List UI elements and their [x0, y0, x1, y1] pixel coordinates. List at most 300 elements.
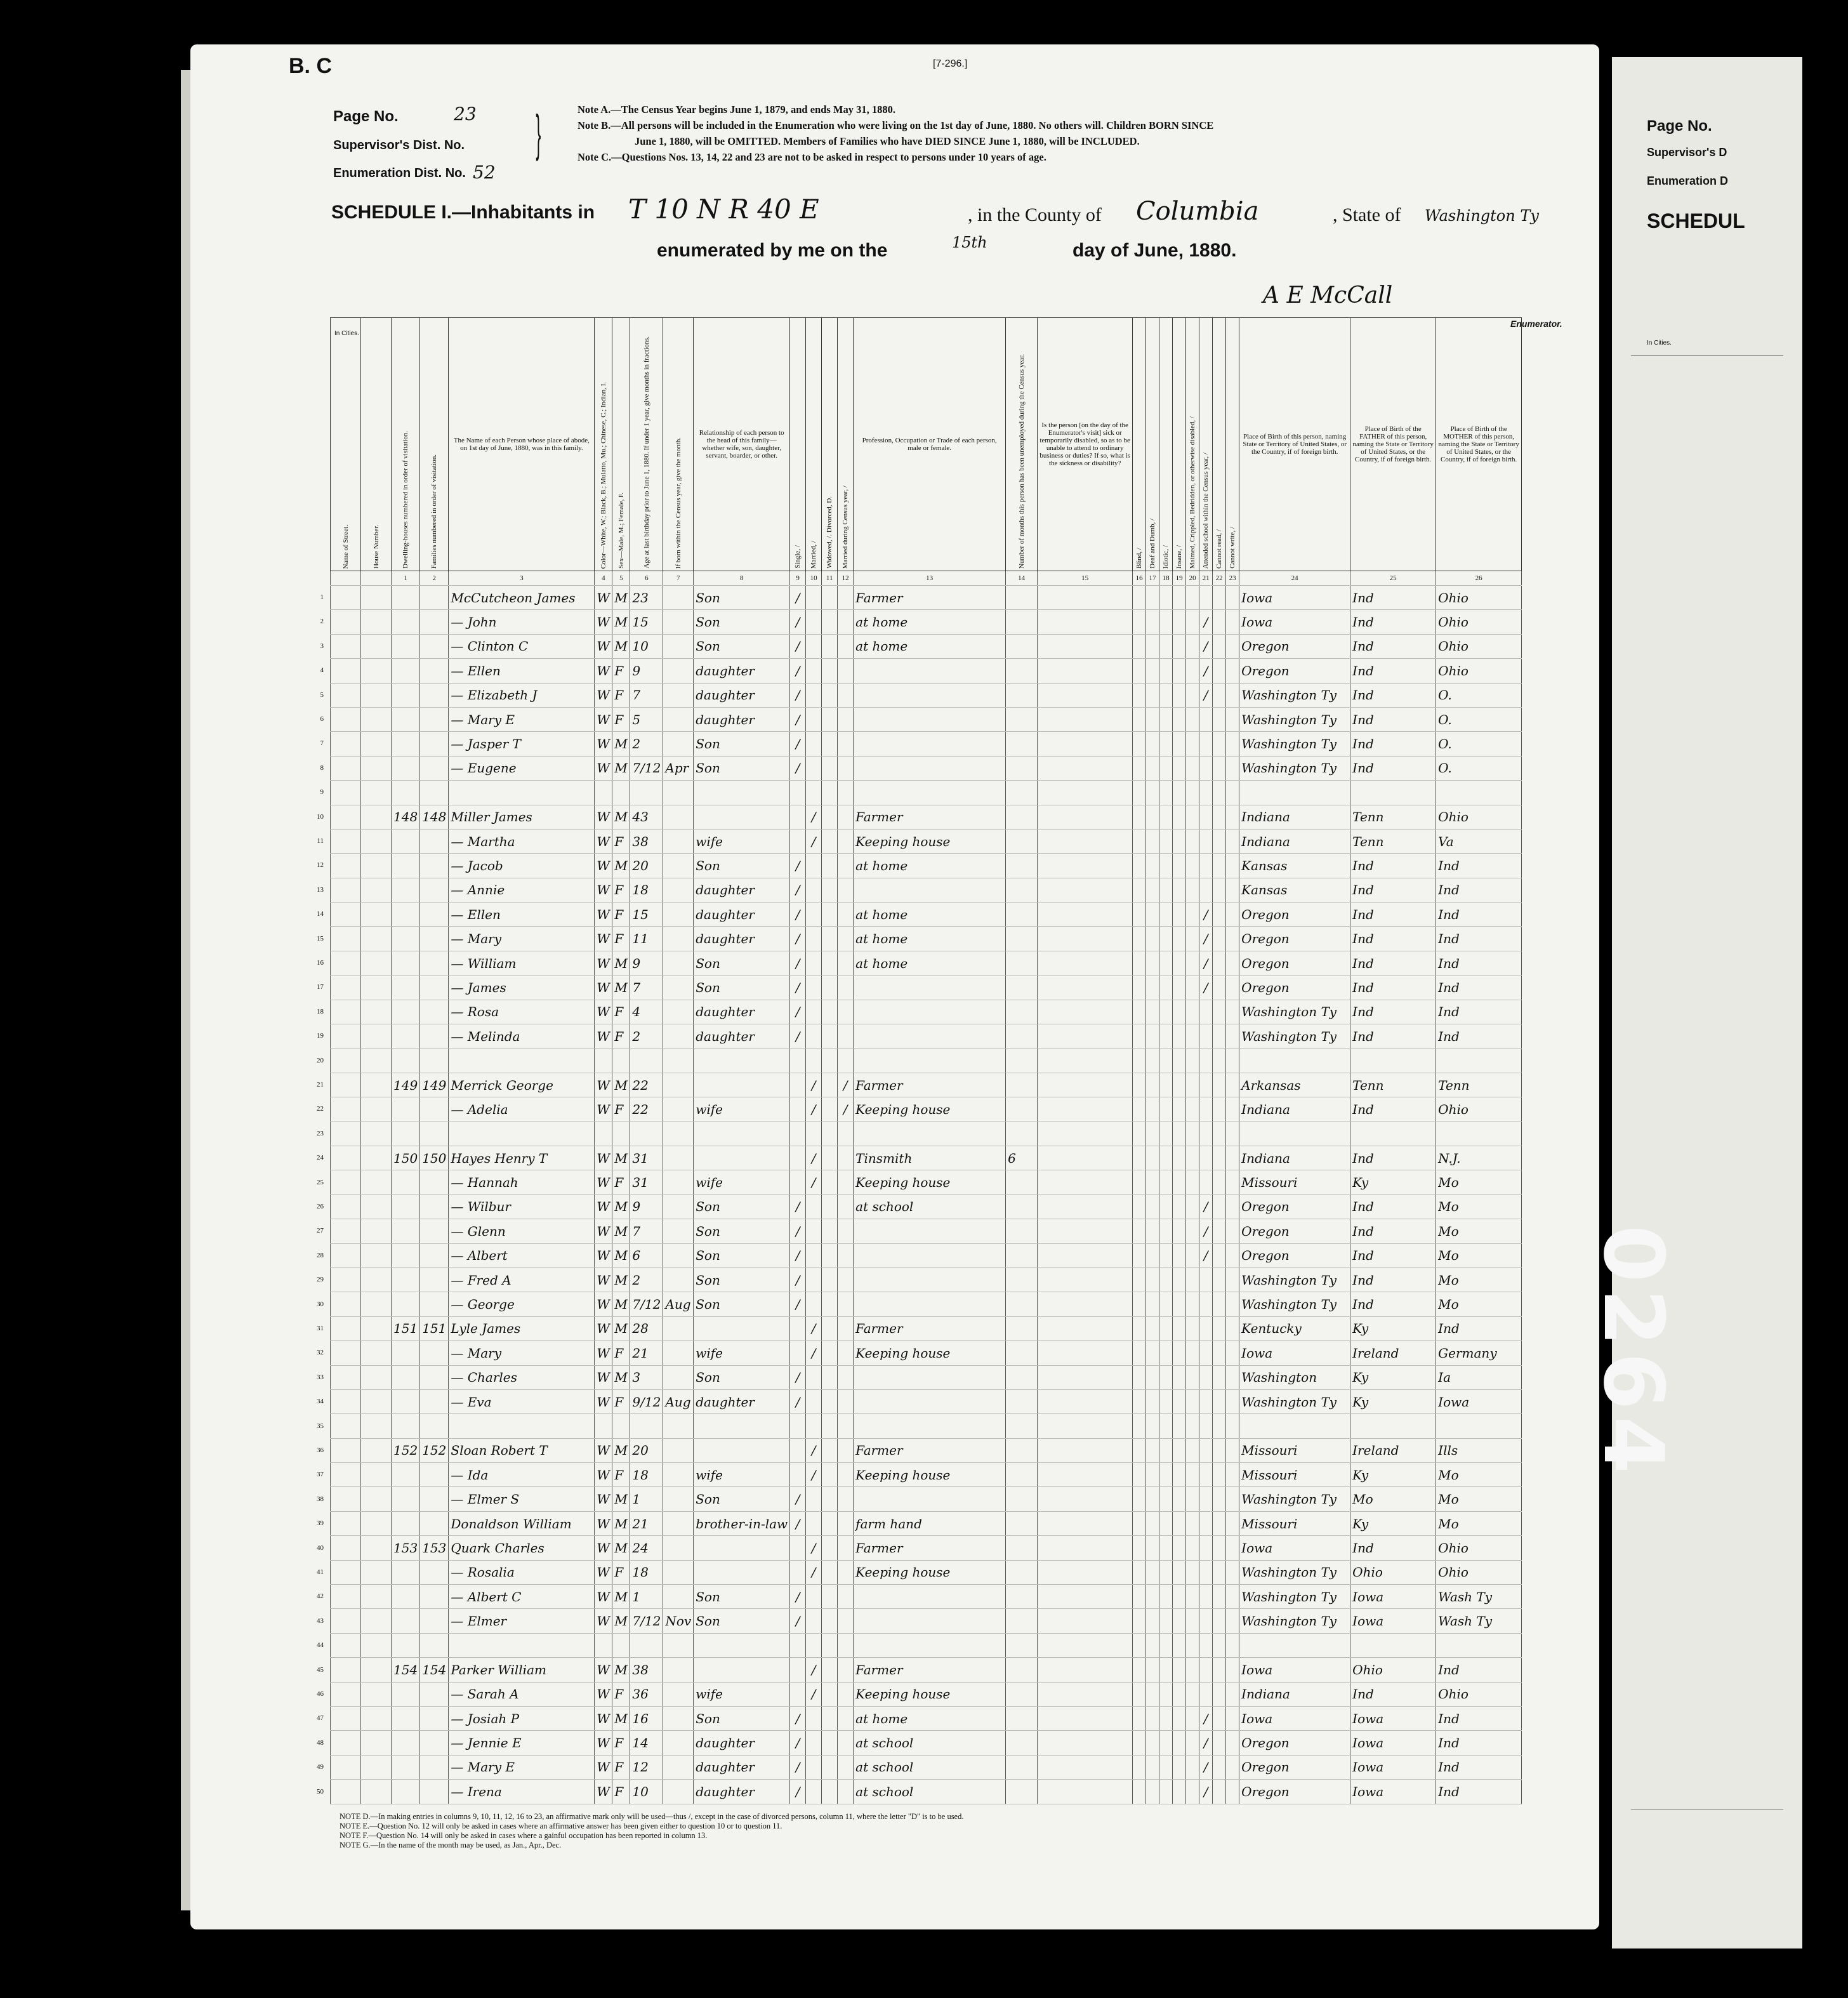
- cell-mother-birthplace: O.: [1436, 707, 1522, 731]
- cell-father-birthplace: Ind: [1350, 683, 1436, 707]
- cell-married: [806, 1487, 822, 1511]
- cell-blind: [1133, 707, 1146, 731]
- cell-sickness: [1038, 586, 1133, 610]
- cell-unemployed: [1006, 1731, 1038, 1755]
- cell-name: — Jacob: [449, 854, 595, 878]
- cell-family: [420, 634, 449, 658]
- cell-occupation: [854, 756, 1006, 780]
- cell-family: [420, 1633, 449, 1657]
- cell-cannot-read: [1213, 1658, 1226, 1682]
- cell-family: [420, 1194, 449, 1219]
- cell-sex: M: [612, 1706, 630, 1730]
- cell-sickness: [1038, 1414, 1133, 1438]
- cell-cannot-write: [1226, 1414, 1239, 1438]
- cell-mother-birthplace: Ohio: [1436, 1682, 1522, 1706]
- col-color: Color—White, W.; Black, B.; Mulatto, Mu.; Chinese, C.; Indian, I.: [595, 318, 612, 571]
- cell-relationship: [694, 781, 790, 805]
- cell-family: [420, 1000, 449, 1024]
- cell-sex: M: [612, 1585, 630, 1609]
- cell-birth-month: [663, 1365, 694, 1389]
- state-label: , State of: [1333, 204, 1401, 225]
- cell-cannot-read: [1213, 1073, 1226, 1097]
- cell-sex: F: [612, 1097, 630, 1121]
- cell-married: /: [806, 1560, 822, 1584]
- cell-cannot-write: [1226, 634, 1239, 658]
- cell-cannot-read: [1213, 707, 1226, 731]
- cell-idiotic: [1159, 903, 1173, 927]
- cell-house: [361, 1487, 392, 1511]
- cell-family: [420, 1706, 449, 1730]
- cell-unemployed: [1006, 805, 1038, 829]
- cell-sickness: [1038, 1219, 1133, 1243]
- line-number: 19: [317, 1032, 324, 1040]
- cell-occupation: [854, 1487, 1006, 1511]
- cell-sickness: [1038, 659, 1133, 683]
- cell-married: [806, 951, 822, 975]
- cell-family: [420, 1024, 449, 1049]
- cell-house: [361, 1219, 392, 1243]
- cell-married-year: [838, 1780, 854, 1804]
- cell-widowed: [822, 610, 838, 634]
- cell-relationship: Son: [694, 756, 790, 780]
- cell-family: [420, 1121, 449, 1146]
- cell-cannot-write: [1226, 1292, 1239, 1316]
- column-number-row: 1 2 3 4 5 6 7 8 9 10 11 12 13 14 15 16 17 18 19 20 21 22 23 24 25 26: [331, 571, 1522, 586]
- cell-color: W: [595, 1463, 612, 1487]
- table-row: [331, 1511, 1522, 1535]
- cell-married: [806, 1243, 822, 1267]
- cell-color: [595, 1414, 612, 1438]
- cell-family: 153: [420, 1536, 449, 1560]
- cell-maimed: [1186, 1146, 1199, 1170]
- cell-deaf: [1146, 829, 1159, 853]
- cell-color: W: [595, 1731, 612, 1755]
- cell-widowed: [822, 1658, 838, 1682]
- cell-married: [806, 854, 822, 878]
- cell-relationship: [694, 1658, 790, 1682]
- table-row: [331, 659, 1522, 683]
- table-row: [331, 610, 1522, 634]
- cell-school: [1199, 1414, 1213, 1438]
- cell-single: /: [790, 1000, 806, 1024]
- cell-school: /: [1199, 976, 1213, 1000]
- cell-father-birthplace: Tenn: [1350, 805, 1436, 829]
- cell-color: W: [595, 1316, 612, 1340]
- cell-married: /: [806, 1658, 822, 1682]
- right-supervisor-label: Supervisor's D: [1647, 146, 1727, 159]
- cell-sickness: [1038, 732, 1133, 756]
- cell-relationship: [694, 1049, 790, 1073]
- cell-father-birthplace: Ohio: [1350, 1560, 1436, 1584]
- cell-insane: [1173, 951, 1186, 975]
- cell-name: — Ellen: [449, 659, 595, 683]
- line-number: 30: [317, 1300, 324, 1308]
- cell-color: W: [595, 586, 612, 610]
- cell-deaf: [1146, 707, 1159, 731]
- cell-age: 2: [630, 732, 663, 756]
- header-notes: [578, 102, 1213, 165]
- cell-married-year: [838, 707, 854, 731]
- cell-occupation: [854, 1024, 1006, 1049]
- table-row: [331, 1609, 1522, 1633]
- cell-married: /: [806, 1536, 822, 1560]
- cell-dwelling: [392, 1341, 420, 1365]
- cell-blind: [1133, 1658, 1146, 1682]
- cell-color: W: [595, 1389, 612, 1413]
- cell-sex: M: [612, 1487, 630, 1511]
- cell-maimed: [1186, 1389, 1199, 1413]
- cell-school: [1199, 1024, 1213, 1049]
- cell-street: [331, 854, 361, 878]
- cell-married-year: [838, 1000, 854, 1024]
- cell-birthplace: [1239, 1633, 1350, 1657]
- cell-married: [806, 1292, 822, 1316]
- cell-street: [331, 1511, 361, 1535]
- cell-house: [361, 903, 392, 927]
- cell-married: /: [806, 829, 822, 853]
- cell-unemployed: [1006, 878, 1038, 902]
- cell-occupation: [854, 707, 1006, 731]
- cell-single: [790, 1170, 806, 1194]
- cell-age: [630, 1414, 663, 1438]
- cell-school: /: [1199, 610, 1213, 634]
- line-number: 33: [317, 1373, 324, 1381]
- cell-blind: [1133, 927, 1146, 951]
- cell-age: 16: [630, 1706, 663, 1730]
- cell-deaf: [1146, 1049, 1159, 1073]
- cell-insane: [1173, 1267, 1186, 1292]
- cell-street: [331, 1414, 361, 1438]
- cell-birthplace: Arkansas: [1239, 1073, 1350, 1097]
- cell-cannot-read: [1213, 1219, 1226, 1243]
- cell-married: [806, 610, 822, 634]
- cell-widowed: [822, 1487, 838, 1511]
- table-row: [331, 732, 1522, 756]
- cell-married: [806, 1389, 822, 1413]
- table-row: [331, 781, 1522, 805]
- cell-deaf: [1146, 586, 1159, 610]
- cell-relationship: Son: [694, 1243, 790, 1267]
- col-cannot-write: Cannot write, /: [1226, 318, 1239, 571]
- cell-sex: F: [612, 1463, 630, 1487]
- cell-age: 7/12: [630, 1609, 663, 1633]
- cell-birthplace: [1239, 781, 1350, 805]
- cell-maimed: [1186, 1365, 1199, 1389]
- cell-school: [1199, 1536, 1213, 1560]
- cell-sickness: [1038, 976, 1133, 1000]
- cell-idiotic: [1159, 1049, 1173, 1073]
- cell-sex: M: [612, 756, 630, 780]
- cell-birth-month: [663, 1585, 694, 1609]
- cell-school: [1199, 1073, 1213, 1097]
- cell-married: [806, 683, 822, 707]
- cell-single: [790, 1073, 806, 1097]
- cell-widowed: [822, 976, 838, 1000]
- cell-widowed: [822, 1267, 838, 1292]
- cell-house: [361, 1633, 392, 1657]
- cell-maimed: [1186, 1024, 1199, 1049]
- cell-widowed: [822, 1024, 838, 1049]
- cell-street: [331, 659, 361, 683]
- cell-maimed: [1186, 1706, 1199, 1730]
- cell-blind: [1133, 1146, 1146, 1170]
- cell-occupation: [854, 976, 1006, 1000]
- cell-sickness: [1038, 1389, 1133, 1413]
- cell-widowed: [822, 1633, 838, 1657]
- cell-occupation: at school: [854, 1780, 1006, 1804]
- cell-maimed: [1186, 610, 1199, 634]
- cell-insane: [1173, 1097, 1186, 1121]
- cell-occupation: [854, 1219, 1006, 1243]
- cell-cannot-write: [1226, 1073, 1239, 1097]
- cell-married-year: [838, 1706, 854, 1730]
- schedule-label: SCHEDULE I.—Inhabitants in: [331, 202, 595, 223]
- cell-house: [361, 781, 392, 805]
- cell-insane: [1173, 1536, 1186, 1560]
- line-number: 21: [317, 1081, 324, 1088]
- cell-family: [420, 1731, 449, 1755]
- cell-cannot-read: [1213, 1633, 1226, 1657]
- cell-sex: [612, 781, 630, 805]
- cell-relationship: daughter: [694, 1755, 790, 1779]
- cell-age: 9: [630, 1194, 663, 1219]
- cell-idiotic: [1159, 1219, 1173, 1243]
- cell-sickness: [1038, 1682, 1133, 1706]
- cell-father-birthplace: Iowa: [1350, 1706, 1436, 1730]
- cell-idiotic: [1159, 1658, 1173, 1682]
- cell-street: [331, 1706, 361, 1730]
- cell-dwelling: [392, 1682, 420, 1706]
- cell-dwelling: [392, 1243, 420, 1267]
- cell-idiotic: [1159, 659, 1173, 683]
- cell-dwelling: [392, 1292, 420, 1316]
- col-married: Married, /: [806, 318, 822, 571]
- cell-married-year: [838, 1487, 854, 1511]
- cell-occupation: at home: [854, 927, 1006, 951]
- cell-name: [449, 1633, 595, 1657]
- col-street: Name of Street.: [331, 318, 361, 571]
- line-number: 41: [317, 1568, 324, 1576]
- cell-sex: M: [612, 1511, 630, 1535]
- cell-birthplace: [1239, 1414, 1350, 1438]
- table-row: [331, 1463, 1522, 1487]
- cell-idiotic: [1159, 586, 1173, 610]
- cell-dwelling: [392, 854, 420, 878]
- cell-dwelling: [392, 1780, 420, 1804]
- cell-blind: [1133, 634, 1146, 658]
- cell-married-year: [838, 586, 854, 610]
- cell-married-year: [838, 1438, 854, 1462]
- cell-mother-birthplace: O.: [1436, 683, 1522, 707]
- cell-mother-birthplace: Ind: [1436, 1000, 1522, 1024]
- cell-occupation: [854, 1414, 1006, 1438]
- cell-idiotic: [1159, 1633, 1173, 1657]
- cell-age: [630, 1633, 663, 1657]
- cell-sickness: [1038, 781, 1133, 805]
- cell-father-birthplace: Iowa: [1350, 1585, 1436, 1609]
- cell-sickness: [1038, 1146, 1133, 1170]
- table-row: [331, 1731, 1522, 1755]
- cell-idiotic: [1159, 878, 1173, 902]
- table-row: [331, 1146, 1522, 1170]
- cell-widowed: [822, 1731, 838, 1755]
- cell-mother-birthplace: Ind: [1436, 878, 1522, 902]
- cell-idiotic: [1159, 1097, 1173, 1121]
- cell-sex: F: [612, 659, 630, 683]
- cell-married: [806, 1609, 822, 1633]
- cell-sex: M: [612, 1243, 630, 1267]
- cell-married: [806, 1219, 822, 1243]
- cell-sex: F: [612, 1780, 630, 1804]
- cell-cannot-read: [1213, 610, 1226, 634]
- cell-street: [331, 1049, 361, 1073]
- cell-father-birthplace: Ind: [1350, 732, 1436, 756]
- cell-sickness: [1038, 634, 1133, 658]
- cell-house: [361, 1389, 392, 1413]
- cell-street: [331, 634, 361, 658]
- cell-deaf: [1146, 1633, 1159, 1657]
- cell-family: [420, 1267, 449, 1292]
- cell-family: [420, 951, 449, 975]
- cell-school: [1199, 1585, 1213, 1609]
- cell-unemployed: [1006, 1049, 1038, 1073]
- cell-school: [1199, 1316, 1213, 1340]
- line-number: 17: [317, 983, 324, 991]
- cell-birthplace: Oregon: [1239, 903, 1350, 927]
- cell-name: Merrick George: [449, 1073, 595, 1097]
- cell-father-birthplace: Ind: [1350, 878, 1436, 902]
- cell-school: [1199, 1389, 1213, 1413]
- cell-relationship: Son: [694, 1219, 790, 1243]
- cell-sex: M: [612, 1267, 630, 1292]
- cell-dwelling: [392, 1633, 420, 1657]
- cell-single: /: [790, 634, 806, 658]
- right-schedule-label: SCHEDUL: [1647, 209, 1745, 232]
- cell-mother-birthplace: Ind: [1436, 854, 1522, 878]
- cell-relationship: [694, 1560, 790, 1584]
- cell-school: [1199, 707, 1213, 731]
- cell-relationship: daughter: [694, 1731, 790, 1755]
- cell-cannot-write: [1226, 1219, 1239, 1243]
- cell-deaf: [1146, 1292, 1159, 1316]
- cell-street: [331, 1219, 361, 1243]
- cell-mother-birthplace: [1436, 1633, 1522, 1657]
- cell-street: [331, 1731, 361, 1755]
- cell-house: [361, 1780, 392, 1804]
- cell-unemployed: [1006, 1243, 1038, 1267]
- cell-blind: [1133, 1755, 1146, 1779]
- cell-mother-birthplace: Ind: [1436, 1024, 1522, 1049]
- cell-cannot-read: [1213, 1121, 1226, 1146]
- cell-cannot-read: [1213, 1463, 1226, 1487]
- cell-family: [420, 610, 449, 634]
- cell-street: [331, 1243, 361, 1267]
- cell-cannot-write: [1226, 1097, 1239, 1121]
- cell-family: [420, 659, 449, 683]
- cell-dwelling: [392, 1024, 420, 1049]
- cell-blind: [1133, 976, 1146, 1000]
- cell-age: 1: [630, 1487, 663, 1511]
- cell-married: [806, 903, 822, 927]
- cell-insane: [1173, 854, 1186, 878]
- cell-insane: [1173, 1585, 1186, 1609]
- cell-mother-birthplace: Wash Ty: [1436, 1609, 1522, 1633]
- cell-married-year: [838, 1219, 854, 1243]
- cell-single: [790, 1536, 806, 1560]
- cell-mother-birthplace: Wash Ty: [1436, 1585, 1522, 1609]
- cell-idiotic: [1159, 1536, 1173, 1560]
- cell-name: — Irena: [449, 1780, 595, 1804]
- cell-maimed: [1186, 878, 1199, 902]
- cell-color: W: [595, 805, 612, 829]
- cell-single: [790, 1560, 806, 1584]
- right-page-no-label: Page No.: [1647, 117, 1712, 135]
- cell-sickness: [1038, 1000, 1133, 1024]
- cell-maimed: [1186, 1536, 1199, 1560]
- cell-blind: [1133, 1073, 1146, 1097]
- line-number: 24: [317, 1154, 324, 1162]
- cell-insane: [1173, 707, 1186, 731]
- cell-family: [420, 1487, 449, 1511]
- township: T 10 N R 40 E: [628, 194, 819, 225]
- cell-widowed: [822, 1194, 838, 1219]
- cell-single: [790, 1146, 806, 1170]
- cell-married: /: [806, 1097, 822, 1121]
- col-birth-month: If born within the Census year, give the month.: [663, 318, 694, 571]
- cell-single: /: [790, 732, 806, 756]
- cell-sex: M: [612, 1609, 630, 1633]
- cell-birthplace: Oregon: [1239, 1780, 1350, 1804]
- cell-idiotic: [1159, 1292, 1173, 1316]
- cell-widowed: [822, 1049, 838, 1073]
- cell-married: [806, 1731, 822, 1755]
- cell-deaf: [1146, 1585, 1159, 1609]
- cell-relationship: [694, 1121, 790, 1146]
- cell-birth-month: [663, 1487, 694, 1511]
- cell-age: 43: [630, 805, 663, 829]
- cell-relationship: Son: [694, 732, 790, 756]
- cell-single: /: [790, 878, 806, 902]
- cell-age: [630, 1121, 663, 1146]
- line-number: 49: [317, 1763, 324, 1771]
- cell-relationship: [694, 1633, 790, 1657]
- cell-blind: [1133, 1438, 1146, 1462]
- cell-sex: M: [612, 1194, 630, 1219]
- cell-birth-month: [663, 1316, 694, 1340]
- cell-family: [420, 1170, 449, 1194]
- cell-widowed: [822, 634, 838, 658]
- cell-cannot-read: [1213, 1706, 1226, 1730]
- census-table: [330, 317, 1522, 1804]
- cell-deaf: [1146, 1731, 1159, 1755]
- cell-widowed: [822, 1219, 838, 1243]
- cell-dwelling: [392, 1463, 420, 1487]
- cell-name: Sloan Robert T: [449, 1438, 595, 1462]
- cell-single: [790, 1414, 806, 1438]
- cell-blind: [1133, 1049, 1146, 1073]
- cell-family: [420, 683, 449, 707]
- cell-deaf: [1146, 1146, 1159, 1170]
- cell-occupation: at home: [854, 1706, 1006, 1730]
- cell-sickness: [1038, 1316, 1133, 1340]
- cell-house: [361, 732, 392, 756]
- cell-school: [1199, 1609, 1213, 1633]
- cell-father-birthplace: Ohio: [1350, 1658, 1436, 1682]
- cell-deaf: [1146, 878, 1159, 902]
- cell-color: W: [595, 756, 612, 780]
- cell-maimed: [1186, 659, 1199, 683]
- cell-single: [790, 829, 806, 853]
